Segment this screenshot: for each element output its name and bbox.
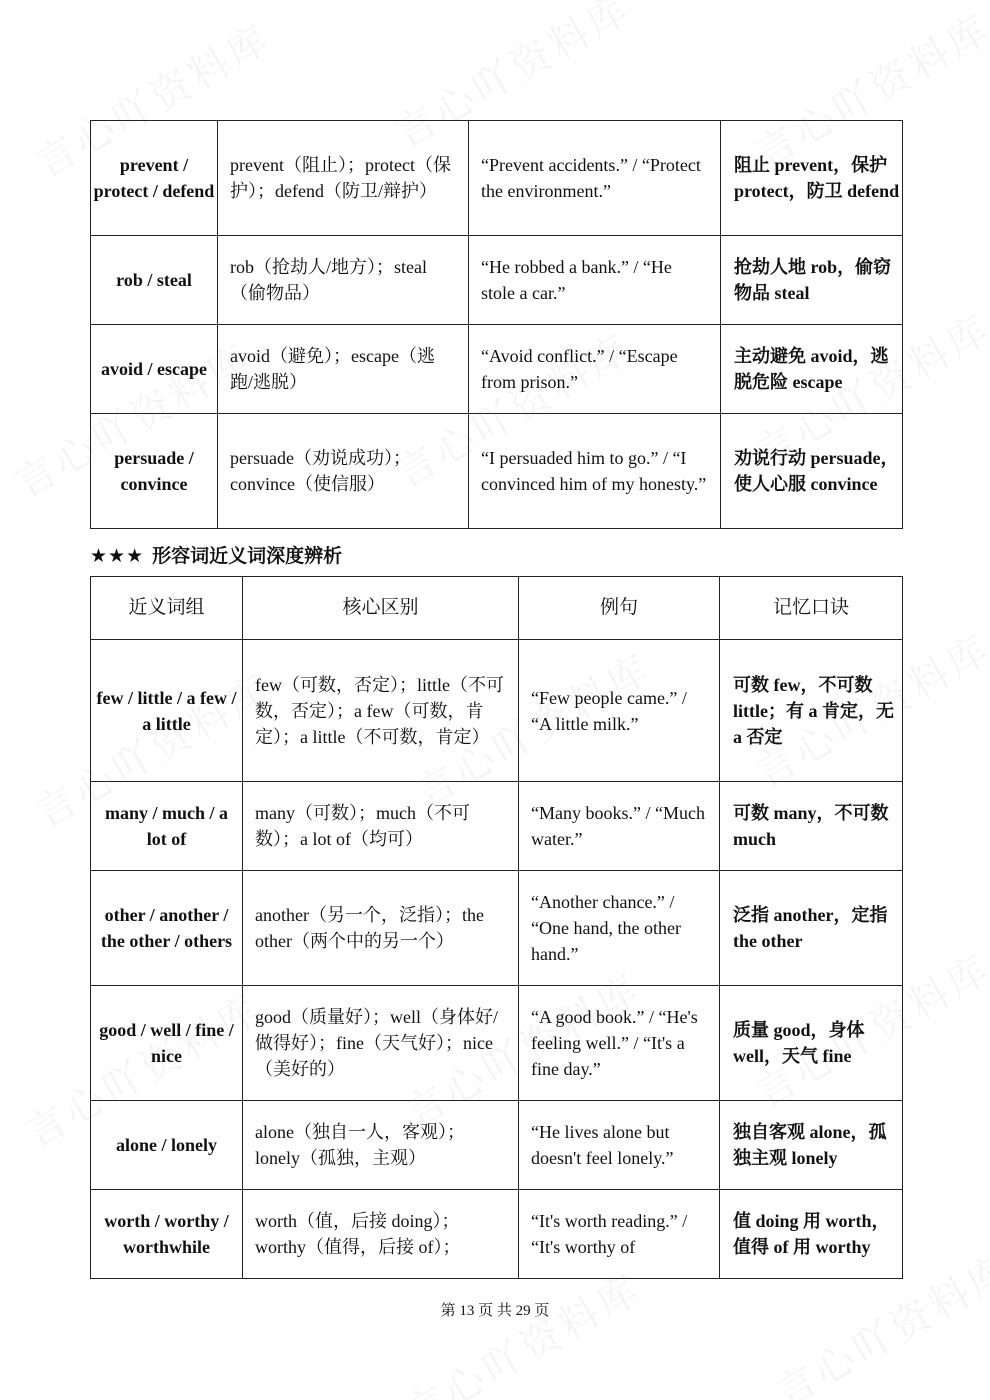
difference-cell: few（可数，否定）；little（不可数，否定）；a few（可数，肯定）；a little（不可数，肯定） [243, 640, 519, 782]
difference-cell: worth（值，后接 doing）；worthy（值得，后接 of）； [243, 1190, 519, 1279]
adjectives-synonym-table [90, 576, 903, 1279]
table-row [91, 325, 903, 414]
difference-cell: prevent（阻止）；protect（保护）；defend（防卫/辩护） [218, 121, 469, 236]
table-row [91, 640, 903, 782]
mnemonic-cell: 可数 many，不可数 much [720, 782, 903, 871]
difference-cell: another（另一个，泛指）；the other（两个中的另一个） [243, 871, 519, 986]
table-row [91, 1190, 903, 1279]
difference-cell: rob（抢劫人/地方）；steal（偷物品） [218, 236, 469, 325]
table-row [91, 871, 903, 986]
example-cell: “Few people came.” / “A little milk.” [519, 640, 720, 782]
mnemonic-cell: 独自客观 alone，孤独主观 lonely [720, 1101, 903, 1190]
synonym-group-cell: alone / lonely [91, 1101, 243, 1190]
verbs-synonym-table [90, 120, 903, 529]
table-row [91, 121, 903, 236]
column-header-group: 近义词组 [91, 577, 243, 640]
table-row [91, 986, 903, 1101]
table-header-row [91, 577, 903, 640]
table-row [91, 1101, 903, 1190]
synonym-group-cell: good / well / fine / nice [91, 986, 243, 1101]
mnemonic-cell: 主动避免 avoid，逃脱危险 escape [721, 325, 903, 414]
example-cell: “A good book.” / “He's feeling well.” / “It's a fine day.” [519, 986, 720, 1101]
difference-cell: persuade（劝说成功）；convince（使信服） [218, 414, 469, 529]
synonym-group-cell: prevent / protect / defend [91, 121, 218, 236]
synonym-group-cell: persuade / convince [91, 414, 218, 529]
example-cell: “It's worth reading.” / “It's worthy of [519, 1190, 720, 1279]
example-cell: “Avoid conflict.” / “Escape from prison.” [469, 325, 721, 414]
watermark-text [393, 1258, 650, 1400]
mnemonic-cell: 质量 good，身体 well，天气 fine [720, 986, 903, 1101]
column-header-mnemonic: 记忆口诀 [720, 577, 903, 640]
synonym-group-cell: rob / steal [91, 236, 218, 325]
mnemonic-cell: 劝说行动 persuade，使人心服 convince [721, 414, 903, 529]
synonym-group-cell: few / little / a few / a little [91, 640, 243, 782]
synonym-group-cell: avoid / escape [91, 325, 218, 414]
difference-cell: alone（独自一人，客观）；lonely（孤独，主观） [243, 1101, 519, 1190]
star-rating: ★★★ [90, 545, 145, 567]
column-header-difference: 核心区别 [243, 577, 519, 640]
synonym-group-cell: worth / worthy / worthwhile [91, 1190, 243, 1279]
difference-cell: avoid（避免）；escape（逃跑/逃脱） [218, 325, 469, 414]
example-cell: “He lives alone but doesn't feel lonely.” [519, 1101, 720, 1190]
example-cell: “Prevent accidents.” / “Protect the environment.” [469, 121, 721, 236]
mnemonic-cell: 值 doing 用 worth，值得 of 用 worthy [720, 1190, 903, 1279]
section-title-text: 形容词近义词深度辨析 [152, 545, 343, 567]
synonym-group-cell: many / much / a lot of [91, 782, 243, 871]
synonym-group-cell: other / another / the other / others [91, 871, 243, 986]
column-header-example: 例句 [519, 577, 720, 640]
section-heading [90, 541, 342, 568]
example-cell: “Many books.” / “Much water.” [519, 782, 720, 871]
example-cell: “He robbed a bank.” / “He stole a car.” [469, 236, 721, 325]
example-cell: “I persuaded him to go.” / “I convinced him of my honesty.” [469, 414, 721, 529]
page-number-footer: 第 13 页 共 29 页 [440, 1303, 550, 1319]
table-row [91, 414, 903, 529]
mnemonic-cell: 泛指 another，定指 the other [720, 871, 903, 986]
table-row [91, 236, 903, 325]
mnemonic-cell: 阻止 prevent，保护 protect，防卫 defend [721, 121, 903, 236]
mnemonic-cell: 抢劫人地 rob，偷窃物品 steal [721, 236, 903, 325]
example-cell: “Another chance.” / “One hand, the other hand.” [519, 871, 720, 986]
table-row [91, 782, 903, 871]
mnemonic-cell: 可数 few，不可数 little；有 a 肯定，无 a 否定 [720, 640, 903, 782]
difference-cell: many（可数）；much（不可数）；a lot of（均可） [243, 782, 519, 871]
difference-cell: good（质量好）；well（身体好/做得好）；fine（天气好）；nice（美好的） [243, 986, 519, 1101]
